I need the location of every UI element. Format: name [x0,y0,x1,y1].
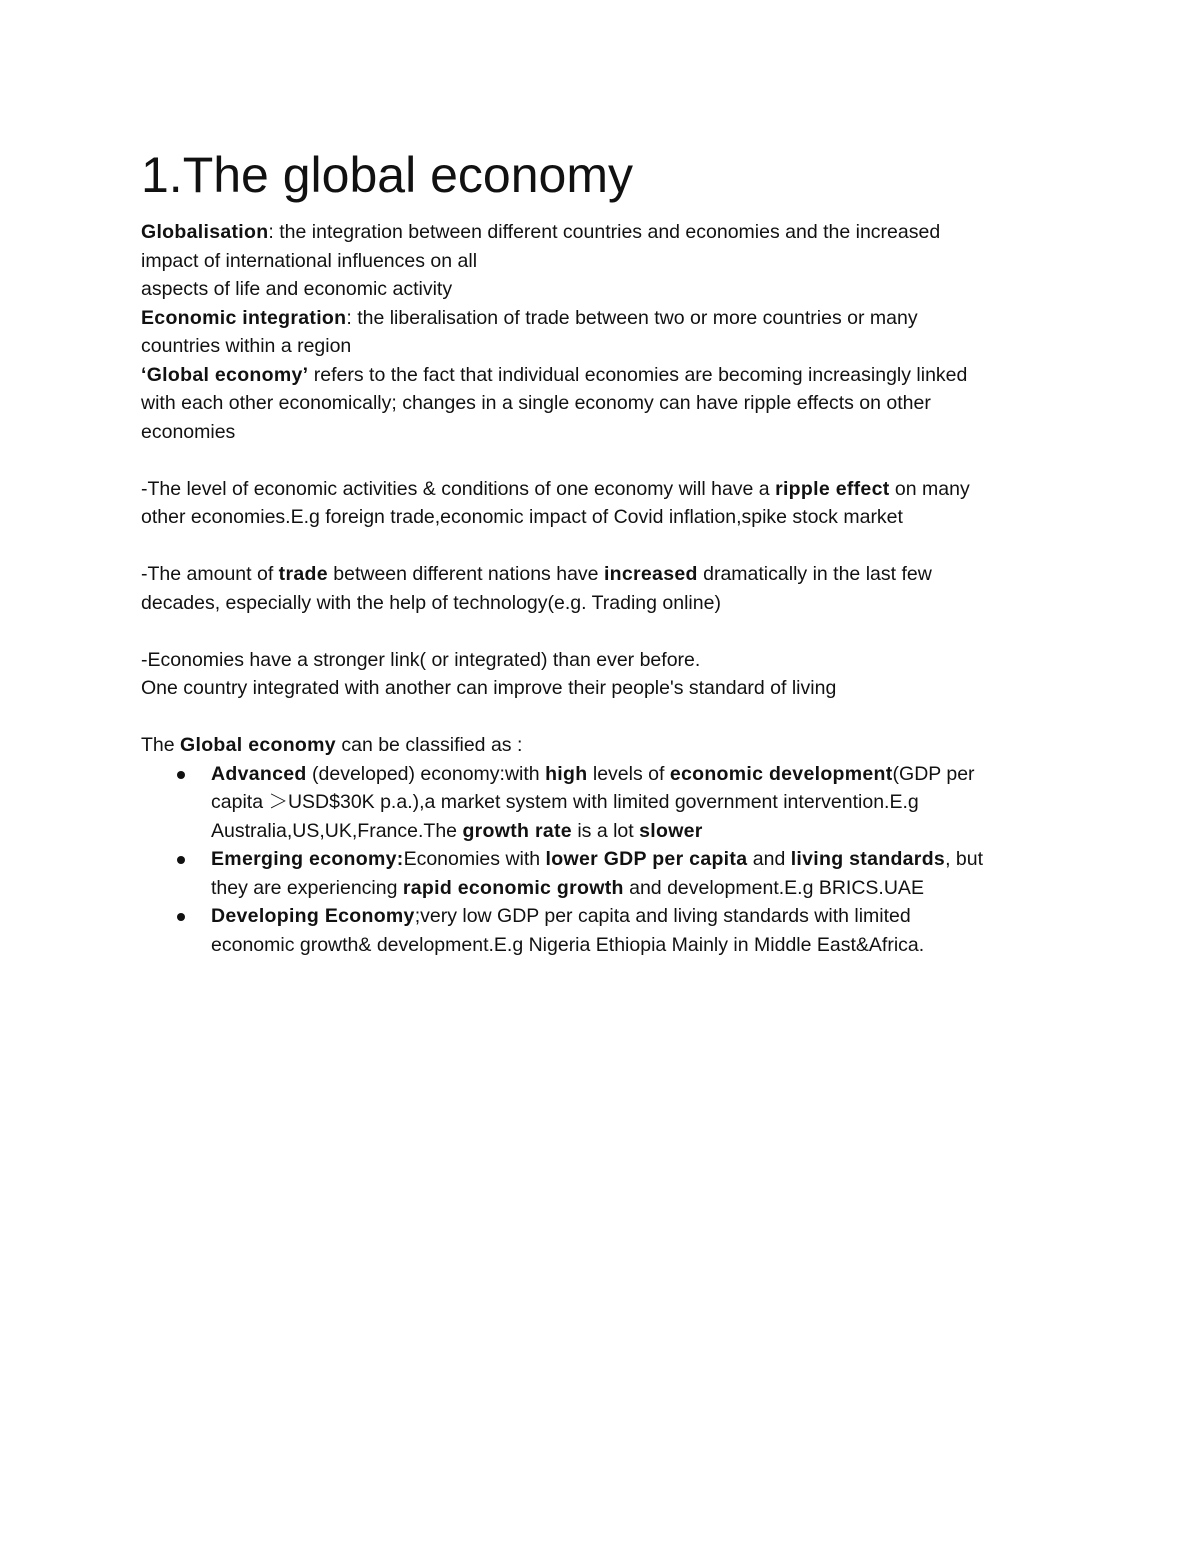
blank-line [141,703,1061,732]
document-page [141,140,1061,959]
text-span: Australia,US,UK,France.The [211,819,463,842]
list-item-developing [211,902,1061,959]
definition-economic-integration [141,304,1061,361]
text-line: One country integrated with another can improve their people's standard of living [141,677,837,699]
text-span: Economies with [403,848,546,870]
definition-globalisation [141,218,1061,304]
text-line: other economies.E.g foreign trade,economic impact of Covid inflation,spike stock market [141,506,903,528]
term-global-economy: ‘Global economy’ [141,363,309,386]
bold-increased: increased [603,563,698,585]
bold-emerging-economy: Emerging economy: [211,848,404,870]
economy-classification-list [141,760,1061,960]
bold-growth-rate: growth rate [462,819,572,842]
text-span: between different nations have [327,563,604,585]
term-economic-integration: Economic integration [141,306,347,329]
bullet-icon [177,913,185,921]
text-span: and development.E.g BRICS.UAE [623,876,924,899]
text-span: (developed) economy:with [306,762,546,785]
text-line: -Economies have a stronger link( or integrated) than ever before. [141,648,701,671]
text-span: they are experiencing [211,876,403,899]
list-item-advanced [211,760,1061,846]
text-span: : the integration between different countries and economies and the increased [268,221,941,243]
bold-rapid-growth: rapid economic growth [402,876,624,899]
bold-advanced: Advanced [211,762,307,785]
text-span: is a lot [571,819,640,842]
text-span: can be classified as : [335,734,523,756]
bold-global-economy: Global economy [180,734,336,756]
text-span: refers to the fact that individual economies are becoming increasingly linked [308,363,968,386]
text-span: ;very low GDP per capita and living standards with limited [414,905,911,927]
bold-developing-economy: Developing Economy [211,905,415,927]
blank-line [141,617,1061,646]
bold-slower: slower [639,819,703,842]
blank-line [141,446,1061,475]
bold-economic-development: economic development [669,762,893,785]
text-span: -The amount of [141,563,279,585]
bold-lower-gdp: lower GDP per capita [545,848,748,870]
text-line: impact of international influences on all [141,249,478,272]
bullet-icon [177,856,185,864]
text-line: economies [141,420,236,443]
bold-living-standards: living standards [790,848,946,870]
text-line: capita ＞USD$30K p.a.),a market system with limited government intervention.E.g [211,791,919,813]
text-span: levels of [587,762,670,785]
text-span: and [747,848,791,870]
classified-intro [141,731,1061,760]
text-line: decades, especially with the help of technology(e.g. Trading online) [141,591,721,614]
text-span: dramatically in the last few [697,563,932,585]
bullet-icon [177,771,185,779]
point-trade [141,560,1061,617]
text-span: The [141,734,181,756]
point-ripple-effect [141,475,1061,532]
term-globalisation: Globalisation [141,221,269,243]
bold-high: high [545,762,588,785]
document-title: 1.The global economy [141,147,633,203]
text-span: : the liberalisation of trade between two or more countries or many [346,306,918,329]
text-line: with each other economically; changes in a single economy can have ripple effects on other [141,392,931,414]
blank-line [141,532,1061,561]
text-span: , but [945,848,984,870]
point-stronger-link [141,646,1061,703]
text-line: countries within a region [141,335,352,357]
list-item-emerging [211,845,1061,902]
text-span: on many [889,477,970,500]
definition-global-economy [141,361,1061,447]
text-line: aspects of life and economic activity [141,278,453,300]
bold-trade: trade [278,563,328,585]
text-line: economic growth& development.E.g Nigeria Ethiopia Mainly in Middle East&Africa. [211,933,925,956]
bold-ripple-effect: ripple effect [775,477,890,500]
text-span: -The level of economic activities & conditions of one economy will have a [141,477,776,500]
text-span: (GDP per [892,762,975,785]
